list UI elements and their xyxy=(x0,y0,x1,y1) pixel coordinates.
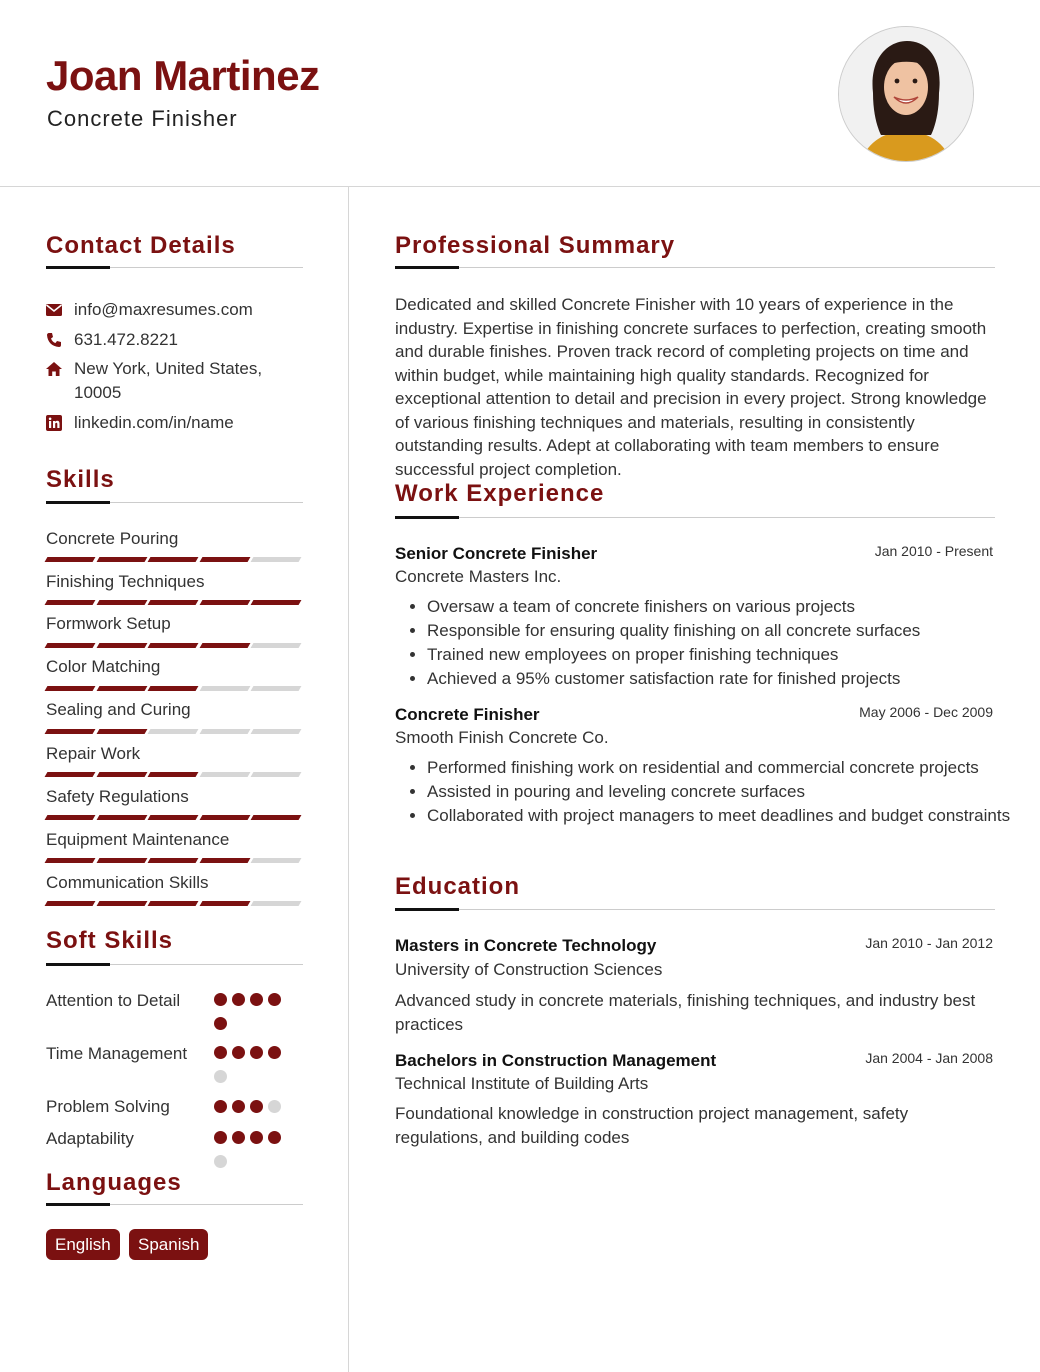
skill-segment-filled xyxy=(45,815,96,820)
skill-rating-bar xyxy=(46,858,302,863)
skill-segment-filled xyxy=(96,772,147,777)
job-bullet: • Assisted in pouring and leveling concrete surfaces xyxy=(427,780,1027,804)
skill-name: Sealing and Curing xyxy=(46,700,191,719)
job-title: Concrete Finisher xyxy=(395,705,540,724)
skill-segment-filled xyxy=(199,815,250,820)
resume-header xyxy=(0,0,1040,187)
job-date: May 2006 - Dec 2009 xyxy=(859,704,993,720)
rating-dot-filled xyxy=(232,1046,245,1059)
skill-segment-filled xyxy=(96,643,147,648)
rating-dot-filled xyxy=(250,1046,263,1059)
job-bullet: • Collaborated with project managers to meet deadlines and budget constraints xyxy=(427,804,1027,828)
skill-segment-filled xyxy=(96,557,147,562)
soft-skills-section-title: Soft Skills xyxy=(46,927,174,954)
education-section-accent xyxy=(395,908,459,911)
rating-dot-empty xyxy=(268,1100,281,1113)
skill-segment-empty xyxy=(251,686,302,691)
contact-phone-text: 631.472.8221 xyxy=(74,330,178,349)
skill-segment-empty xyxy=(199,772,250,777)
job-bullet: • Oversaw a team of concrete finishers on various projects xyxy=(427,595,1027,619)
skill-segment-filled xyxy=(148,643,199,648)
summary-text: Dedicated and skilled Concrete Finisher with 10 years of experience in the industry. Expertise in finishing concrete surfaces to perfection, creating smooth and durable finishes. Proven track record of completing projects on time and within budget, while maintaining high quality standards. Recognized for exceptional attention to detail and precision in every project. Strong knowledge of various finishing techniques and materials, resulting in consistently outstanding results. Adept at collaborating with team members to ensure successful project completion. xyxy=(395,295,987,479)
soft-skill-name: Problem Solving xyxy=(46,1097,170,1116)
skill-segment-filled xyxy=(199,600,250,605)
soft-skill-name: Attention to Detail xyxy=(46,991,181,1010)
soft-skill-name: Adaptability xyxy=(46,1129,134,1148)
rating-dot-filled xyxy=(268,1131,281,1144)
experience-section-accent xyxy=(395,516,459,519)
skill-segment-filled xyxy=(148,557,199,562)
skill-segment-filled xyxy=(148,686,199,691)
job-bullet: • Trained new employees on proper finishing techniques xyxy=(427,643,1027,667)
skill-rating-bar xyxy=(46,686,302,691)
skill-segment-filled xyxy=(45,901,96,906)
skill-segment-filled xyxy=(45,600,96,605)
rating-dot-filled xyxy=(250,1131,263,1144)
home-icon xyxy=(46,361,62,377)
skill-segment-empty xyxy=(251,557,302,562)
job-company: Smooth Finish Concrete Co. xyxy=(395,728,609,747)
job-bullets xyxy=(395,756,1027,828)
skill-segment-filled xyxy=(45,729,96,734)
summary-section-accent xyxy=(395,266,459,269)
skill-name: Communication Skills xyxy=(46,873,209,892)
soft-skill-name: Time Management xyxy=(46,1044,188,1063)
skill-rating-bar xyxy=(46,815,302,820)
job-bullets xyxy=(395,595,1027,691)
skill-segment-filled xyxy=(45,772,96,777)
skill-segment-filled xyxy=(199,901,250,906)
education-degree: Bachelors in Construction Management xyxy=(395,1051,717,1070)
skill-name: Repair Work xyxy=(46,744,141,763)
education-school: University of Construction Sciences xyxy=(395,960,663,979)
linkedin-icon xyxy=(46,415,62,431)
skill-segment-empty xyxy=(251,901,302,906)
skill-segment-empty xyxy=(251,729,302,734)
rating-dot-filled xyxy=(232,1131,245,1144)
rating-dot-filled xyxy=(214,1046,227,1059)
skill-name: Safety Regulations xyxy=(46,787,189,806)
skill-segment-filled xyxy=(45,858,96,863)
skill-segment-filled xyxy=(45,557,96,562)
skill-name: Concrete Pouring xyxy=(46,529,179,548)
skill-segment-empty xyxy=(148,729,199,734)
summary-section-title: Professional Summary xyxy=(395,232,676,259)
skill-segment-filled xyxy=(45,643,96,648)
contact-section-title: Contact Details xyxy=(46,232,236,259)
skill-segment-empty xyxy=(251,772,302,777)
skill-name: Equipment Maintenance xyxy=(46,830,230,849)
skill-segment-empty xyxy=(251,643,302,648)
skill-segment-filled xyxy=(148,600,199,605)
skill-name: Finishing Techniques xyxy=(46,572,205,591)
rating-dot-filled xyxy=(268,1046,281,1059)
contact-linkedin-text: linkedin.com/in/name xyxy=(74,413,234,432)
skill-segment-empty xyxy=(199,729,250,734)
education-school: Technical Institute of Building Arts xyxy=(395,1074,649,1093)
skill-segment-filled xyxy=(251,600,302,605)
skill-segment-filled xyxy=(96,600,147,605)
education-date: Jan 2010 - Jan 2012 xyxy=(865,935,993,951)
rating-dot-empty xyxy=(214,1070,227,1083)
skill-segment-filled xyxy=(251,815,302,820)
rating-dot-filled xyxy=(214,1100,227,1113)
education-description: Advanced study in concrete materials, finishing techniques, and industry best practices xyxy=(395,991,976,1034)
job-title: Senior Concrete Finisher xyxy=(395,544,598,563)
rating-dot-filled xyxy=(214,1131,227,1144)
education-degree: Masters in Concrete Technology xyxy=(395,936,657,955)
rating-dot-filled xyxy=(232,1100,245,1113)
rating-dot-filled xyxy=(232,993,245,1006)
languages-section-title: Languages xyxy=(46,1169,182,1196)
profile-photo xyxy=(838,26,974,162)
education-description: Foundational knowledge in construction project management, safety regulations, and building codes xyxy=(395,1104,909,1147)
rating-dot-filled xyxy=(268,993,281,1006)
skill-rating-bar xyxy=(46,729,302,734)
skill-segment-filled xyxy=(199,858,250,863)
contact-email-text: info@maxresumes.com xyxy=(74,300,253,319)
education-section-rule xyxy=(395,909,995,910)
skill-segment-filled xyxy=(96,858,147,863)
skill-segment-filled xyxy=(148,858,199,863)
job-company: Concrete Masters Inc. xyxy=(395,567,562,586)
languages-section-accent xyxy=(46,1203,110,1206)
skill-rating-bar xyxy=(46,901,302,906)
skill-segment-filled xyxy=(199,557,250,562)
skills-section-title: Skills xyxy=(46,466,115,493)
rating-dot-filled xyxy=(214,993,227,1006)
contact-section-accent xyxy=(46,266,110,269)
skill-segment-filled xyxy=(96,729,147,734)
skill-segment-filled xyxy=(148,772,199,777)
skill-segment-filled xyxy=(96,901,147,906)
contact-address-text: New York, United States, 10005 xyxy=(74,359,263,402)
rating-dot-empty xyxy=(214,1155,227,1168)
skill-name: Color Matching xyxy=(46,657,161,676)
candidate-job-title: Concrete Finisher xyxy=(47,106,238,131)
skill-rating-bar xyxy=(46,557,302,562)
rating-dot-filled xyxy=(214,1017,227,1030)
soft-skills-section-accent xyxy=(46,963,110,966)
column-divider xyxy=(348,186,349,1372)
education-section-title: Education xyxy=(395,873,521,900)
skill-name: Formwork Setup xyxy=(46,614,171,633)
job-date: Jan 2010 - Present xyxy=(874,543,993,559)
summary-section-rule xyxy=(395,267,995,268)
skill-rating-bar xyxy=(46,772,302,777)
skill-segment-filled xyxy=(45,686,96,691)
rating-dot-filled xyxy=(250,993,263,1006)
skill-rating-bar xyxy=(46,643,302,648)
skill-segment-empty xyxy=(199,686,250,691)
job-bullet: • Achieved a 95% customer satisfaction rate for finished projects xyxy=(427,667,1027,691)
skill-segment-empty xyxy=(251,858,302,863)
skill-segment-filled xyxy=(96,686,147,691)
envelope-icon xyxy=(46,302,62,318)
skill-segment-filled xyxy=(96,815,147,820)
rating-dot-filled xyxy=(250,1100,263,1113)
language-badge-spanish: Spanish xyxy=(129,1229,208,1260)
skills-section-accent xyxy=(46,501,110,504)
skill-segment-filled xyxy=(199,643,250,648)
skill-segment-filled xyxy=(148,815,199,820)
language-badge-english: English xyxy=(46,1229,120,1260)
skill-rating-bar xyxy=(46,600,302,605)
skill-segment-filled xyxy=(148,901,199,906)
candidate-name: Joan Martinez xyxy=(46,52,320,99)
education-date: Jan 2004 - Jan 2008 xyxy=(865,1050,993,1066)
phone-icon xyxy=(46,332,62,348)
experience-section-rule xyxy=(395,517,995,518)
experience-section-title: Work Experience xyxy=(395,480,605,507)
job-bullet: • Responsible for ensuring quality finishing on all concrete surfaces xyxy=(427,619,1027,643)
job-bullet: • Performed finishing work on residential and commercial concrete projects xyxy=(427,756,1027,780)
